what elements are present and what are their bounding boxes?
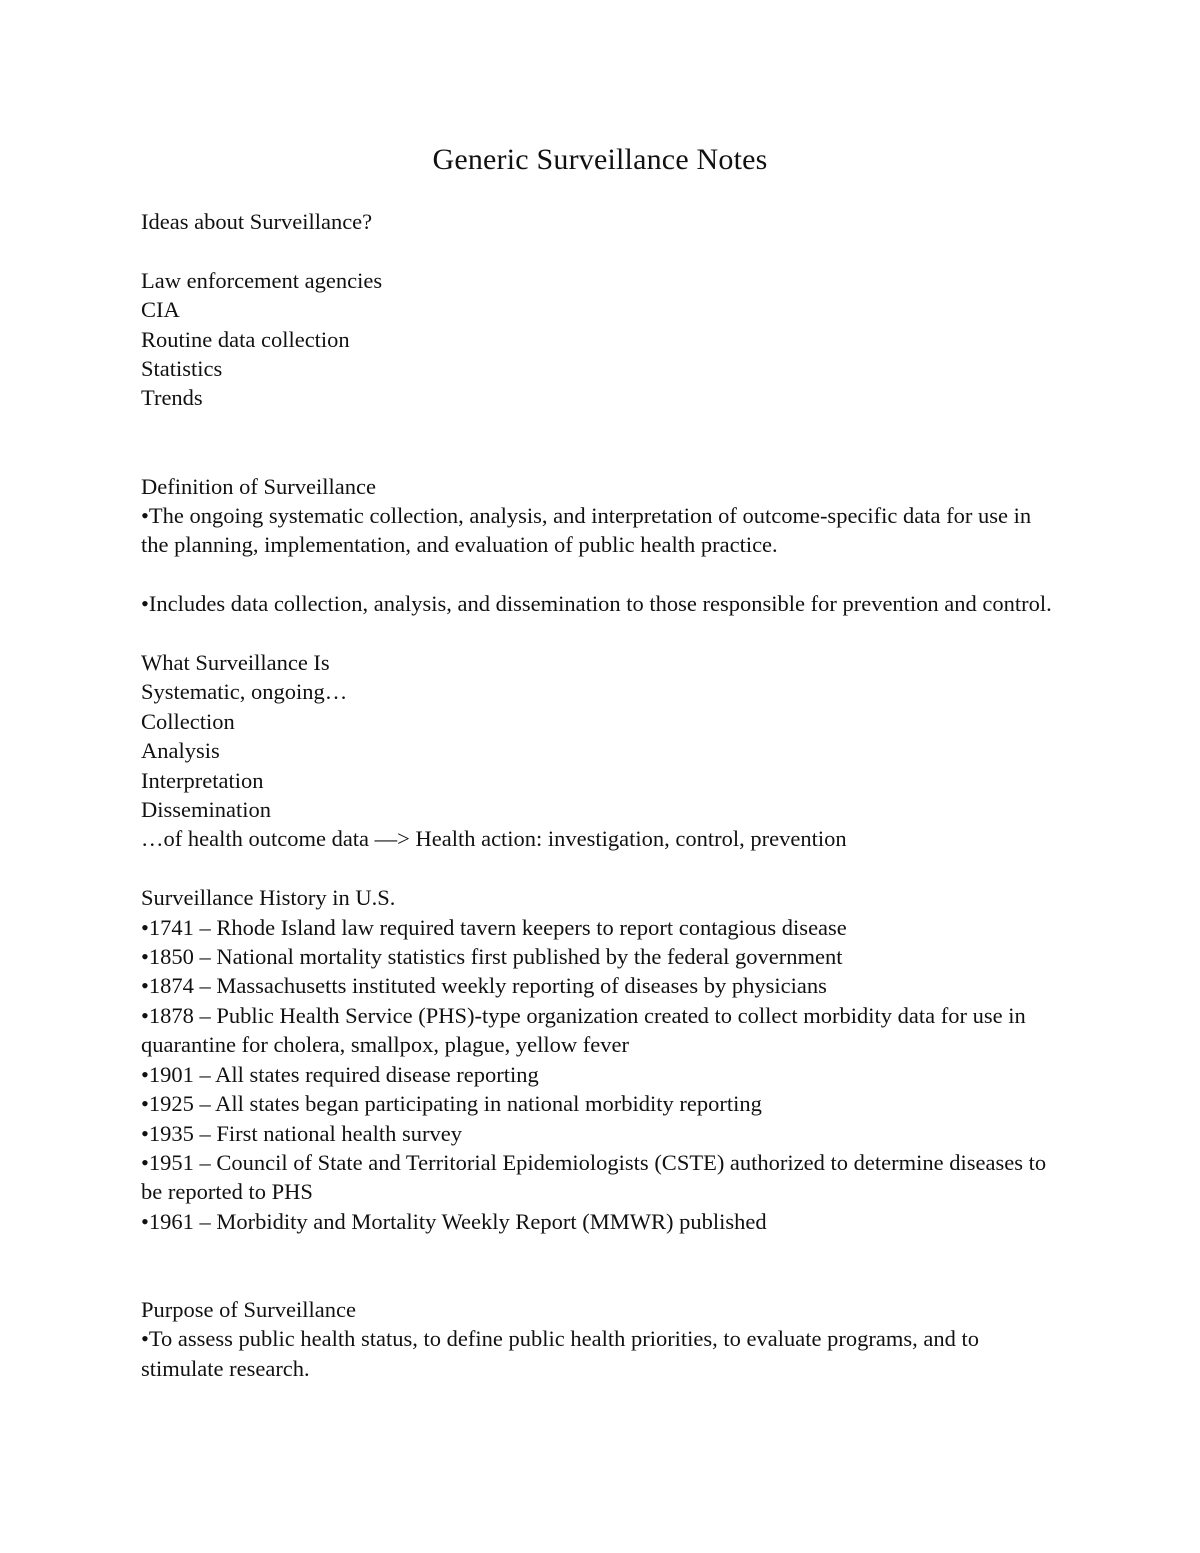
definition-bullet: •Includes data collection, analysis, and dissemination to those responsible for prevention and control. xyxy=(141,591,1052,617)
list-item: Law enforcement agencies xyxy=(141,267,383,293)
spacer xyxy=(141,560,1061,589)
section-heading-definition: Definition of Surveillance xyxy=(141,473,376,499)
section-heading-history: Surveillance History in U.S. xyxy=(141,885,396,911)
list-item: Collection xyxy=(141,708,235,734)
history-item: •1874 – Massachusetts instituted weekly reporting of diseases by physicians xyxy=(141,973,827,999)
list-item: Dissemination xyxy=(141,797,271,823)
list-item: Routine data collection xyxy=(141,326,350,352)
list-item: Trends xyxy=(141,385,203,411)
section-heading-what-is: What Surveillance Is xyxy=(141,650,330,676)
list-item: Statistics xyxy=(141,356,223,382)
history-item: •1951 – Council of State and Territorial Epidemiologists (CSTE) authorized to determine diseases to be reported to PHS xyxy=(141,1149,1047,1205)
history-item: •1878 – Public Health Service (PHS)-type organization created to collect morbidity data for use in quarantine for cholera, smallpox, plague, yellow fever xyxy=(141,1002,1026,1058)
page-title: Generic Surveillance Notes xyxy=(432,143,768,176)
what-is-closing: …of health outcome data —> Health action: investigation, control, prevention xyxy=(141,826,847,852)
list-item: Interpretation xyxy=(141,767,264,793)
list-item: CIA xyxy=(141,297,180,323)
list-item: Analysis xyxy=(141,738,220,764)
definition-bullet: •The ongoing systematic collection, analysis, and interpretation of outcome-specific data for use in the planning, implementation, and evaluation of public health practice. xyxy=(141,503,1032,558)
spacer xyxy=(141,1236,1061,1265)
section-heading-ideas: Ideas about Surveillance? xyxy=(141,209,373,234)
spacer xyxy=(141,1266,1061,1295)
list-item: Systematic, ongoing… xyxy=(141,679,348,705)
history-item: •1741 – Rhode Island law required tavern keepers to report contagious disease xyxy=(141,914,847,940)
spacer xyxy=(141,854,1061,883)
spacer xyxy=(141,442,1061,471)
spacer xyxy=(141,619,1061,648)
history-item: •1935 – First national health survey xyxy=(141,1120,462,1146)
history-item: •1850 – National mortality statistics first published by the federal government xyxy=(141,944,843,970)
purpose-bullet: •To assess public health status, to define public health priorities, to evaluate programs, and to stimulate research. xyxy=(141,1326,979,1381)
section-heading-purpose: Purpose of Surveillance xyxy=(141,1296,356,1322)
document-body xyxy=(141,207,1061,1383)
history-item: •1961 – Morbidity and Mortality Weekly Report (MMWR) published xyxy=(141,1208,767,1234)
spacer xyxy=(141,236,1061,265)
spacer xyxy=(141,413,1061,442)
history-item: •1925 – All states began participating in national morbidity reporting xyxy=(141,1091,762,1117)
history-item: •1901 – All states required disease reporting xyxy=(141,1061,539,1087)
